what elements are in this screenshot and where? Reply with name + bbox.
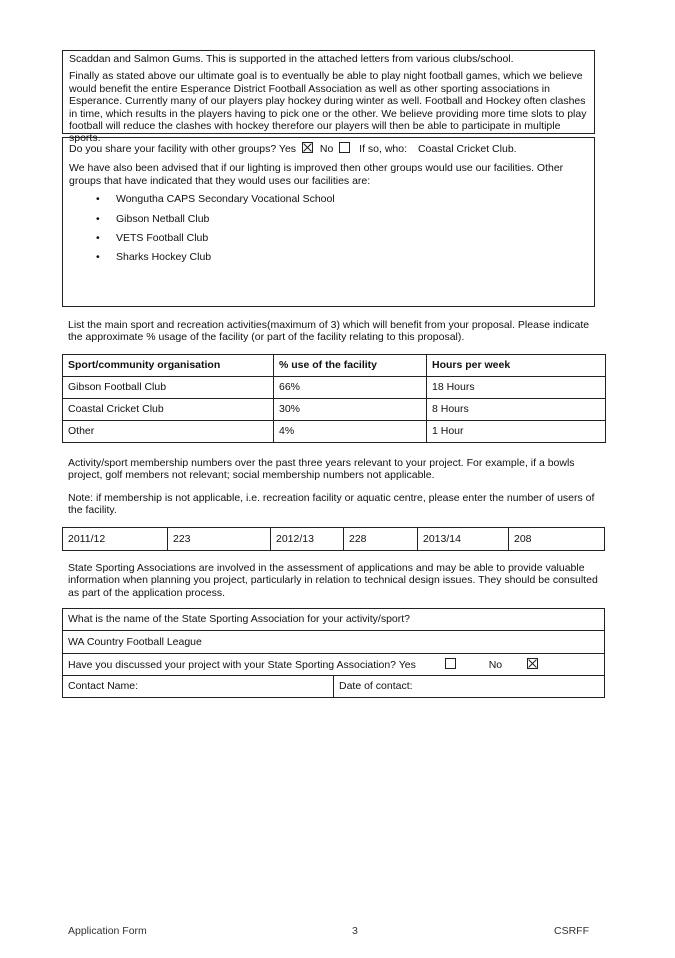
table-row bbox=[63, 377, 606, 399]
membership-table bbox=[62, 527, 605, 551]
benefits-paragraph: Finally as stated above our ultimate goal is to eventually be able to play night football games, which we believe would benefit the entire Esperance District Football Association as well as other sporting associations in Esperance. Currently many of our players play hockey during winter as well. Football and Hockey often clashes in time, which results in the players having to pick one or the other. We believe providing more time slots to play football will reduce the clashes with hockey therefore our players will then be able to participate in multiple sports. bbox=[69, 70, 587, 145]
table-row bbox=[63, 631, 605, 654]
benefits-line: Scaddan and Salmon Gums. This is supported in the attached letters from various clubs/school. bbox=[69, 53, 514, 65]
share-question: Do you share your facility with other groups? Yes bbox=[69, 143, 297, 155]
membership-instruction: Activity/sport membership numbers over the past three years relevant to your project. For example, if a bowls project, golf members not relevant; social membership numbers not applicable. bbox=[68, 457, 575, 482]
table-row bbox=[63, 528, 605, 551]
contact-date-cell[interactable]: Date of contact: bbox=[334, 676, 605, 698]
table-cell: 66% bbox=[274, 377, 427, 399]
proposal-benefits-box bbox=[62, 50, 595, 145]
share-question-row bbox=[69, 142, 588, 155]
table-cell: 18 Hours bbox=[427, 377, 606, 399]
share-who-label: If so, who: bbox=[359, 143, 408, 155]
table-header: Sport/community organisation bbox=[63, 355, 274, 377]
table-row bbox=[63, 654, 605, 676]
footer-right: CSRFF bbox=[554, 925, 589, 937]
ssa-discussed-cell bbox=[63, 654, 605, 676]
contact-name-cell[interactable]: Contact Name: bbox=[63, 676, 334, 698]
ssa-discussed-question: Have you discussed your project with your State Sporting Association? Yes bbox=[68, 658, 416, 671]
share-who-value: Coastal Cricket Club. bbox=[417, 143, 517, 155]
list-item: • Wongutha CAPS Secondary Vocational School bbox=[116, 193, 588, 205]
ssa-answer: WA Country Football League bbox=[63, 631, 605, 654]
share-no-label: No bbox=[319, 143, 334, 155]
ssa-no-label: No bbox=[488, 658, 503, 671]
table-cell: 2013/14 bbox=[418, 528, 509, 551]
table-cell: 30% bbox=[274, 399, 427, 421]
list-item: • VETS Football Club bbox=[116, 232, 588, 244]
ssa-question: What is the name of the State Sporting Association for your activity/sport? bbox=[63, 609, 605, 631]
share-no-checkbox[interactable] bbox=[339, 142, 350, 153]
share-advice: We have also been advised that if our lighting is improved then other groups would use our facilities. Other groups that have indicated that they would uses our facilities are: bbox=[69, 162, 564, 187]
table-row bbox=[63, 676, 605, 698]
table-row bbox=[63, 421, 606, 443]
table-cell: 223 bbox=[168, 528, 271, 551]
list-item: • Gibson Netball Club bbox=[116, 213, 588, 225]
table-row bbox=[63, 399, 606, 421]
table-header: Hours per week bbox=[427, 355, 606, 377]
membership-note: Note: if membership is not applicable, i.e. recreation facility or aquatic centre, please enter the number of users of the facility. bbox=[68, 492, 595, 517]
share-facility-box bbox=[62, 137, 595, 307]
footer-left: Application Form bbox=[68, 925, 147, 937]
list-item: • Sharks Hockey Club bbox=[116, 251, 588, 263]
table-cell: Gibson Football Club bbox=[63, 377, 274, 399]
table-cell: Coastal Cricket Club bbox=[63, 399, 274, 421]
groups-list bbox=[69, 193, 588, 264]
table-cell: 2012/13 bbox=[271, 528, 344, 551]
ssa-table bbox=[62, 608, 605, 698]
table-cell: 1 Hour bbox=[427, 421, 606, 443]
table-cell: 2011/12 bbox=[63, 528, 168, 551]
table-cell: Other bbox=[63, 421, 274, 443]
page-number: 3 bbox=[352, 925, 358, 937]
table-cell: 8 Hours bbox=[427, 399, 606, 421]
ssa-yes-checkbox[interactable] bbox=[445, 658, 456, 669]
share-yes-checkbox[interactable] bbox=[302, 142, 313, 153]
table-cell: 4% bbox=[274, 421, 427, 443]
ssa-instruction: State Sporting Associations are involved in the assessment of applications and may be able to provide valuable information when planning you project, particularly in relation to technical design issues. They should be consulted as part of the application process. bbox=[68, 562, 598, 599]
table-cell: 208 bbox=[509, 528, 605, 551]
table-row bbox=[63, 609, 605, 631]
activities-table bbox=[62, 354, 606, 443]
ssa-no-checkbox[interactable] bbox=[527, 658, 538, 669]
activities-instruction: List the main sport and recreation activities(maximum of 3) which will benefit from your proposal. Please indicate the approximate % usage of the facility (or part of the facility relating to this proposal). bbox=[68, 319, 590, 344]
table-header: % use of the facility bbox=[274, 355, 427, 377]
table-cell: 228 bbox=[344, 528, 418, 551]
